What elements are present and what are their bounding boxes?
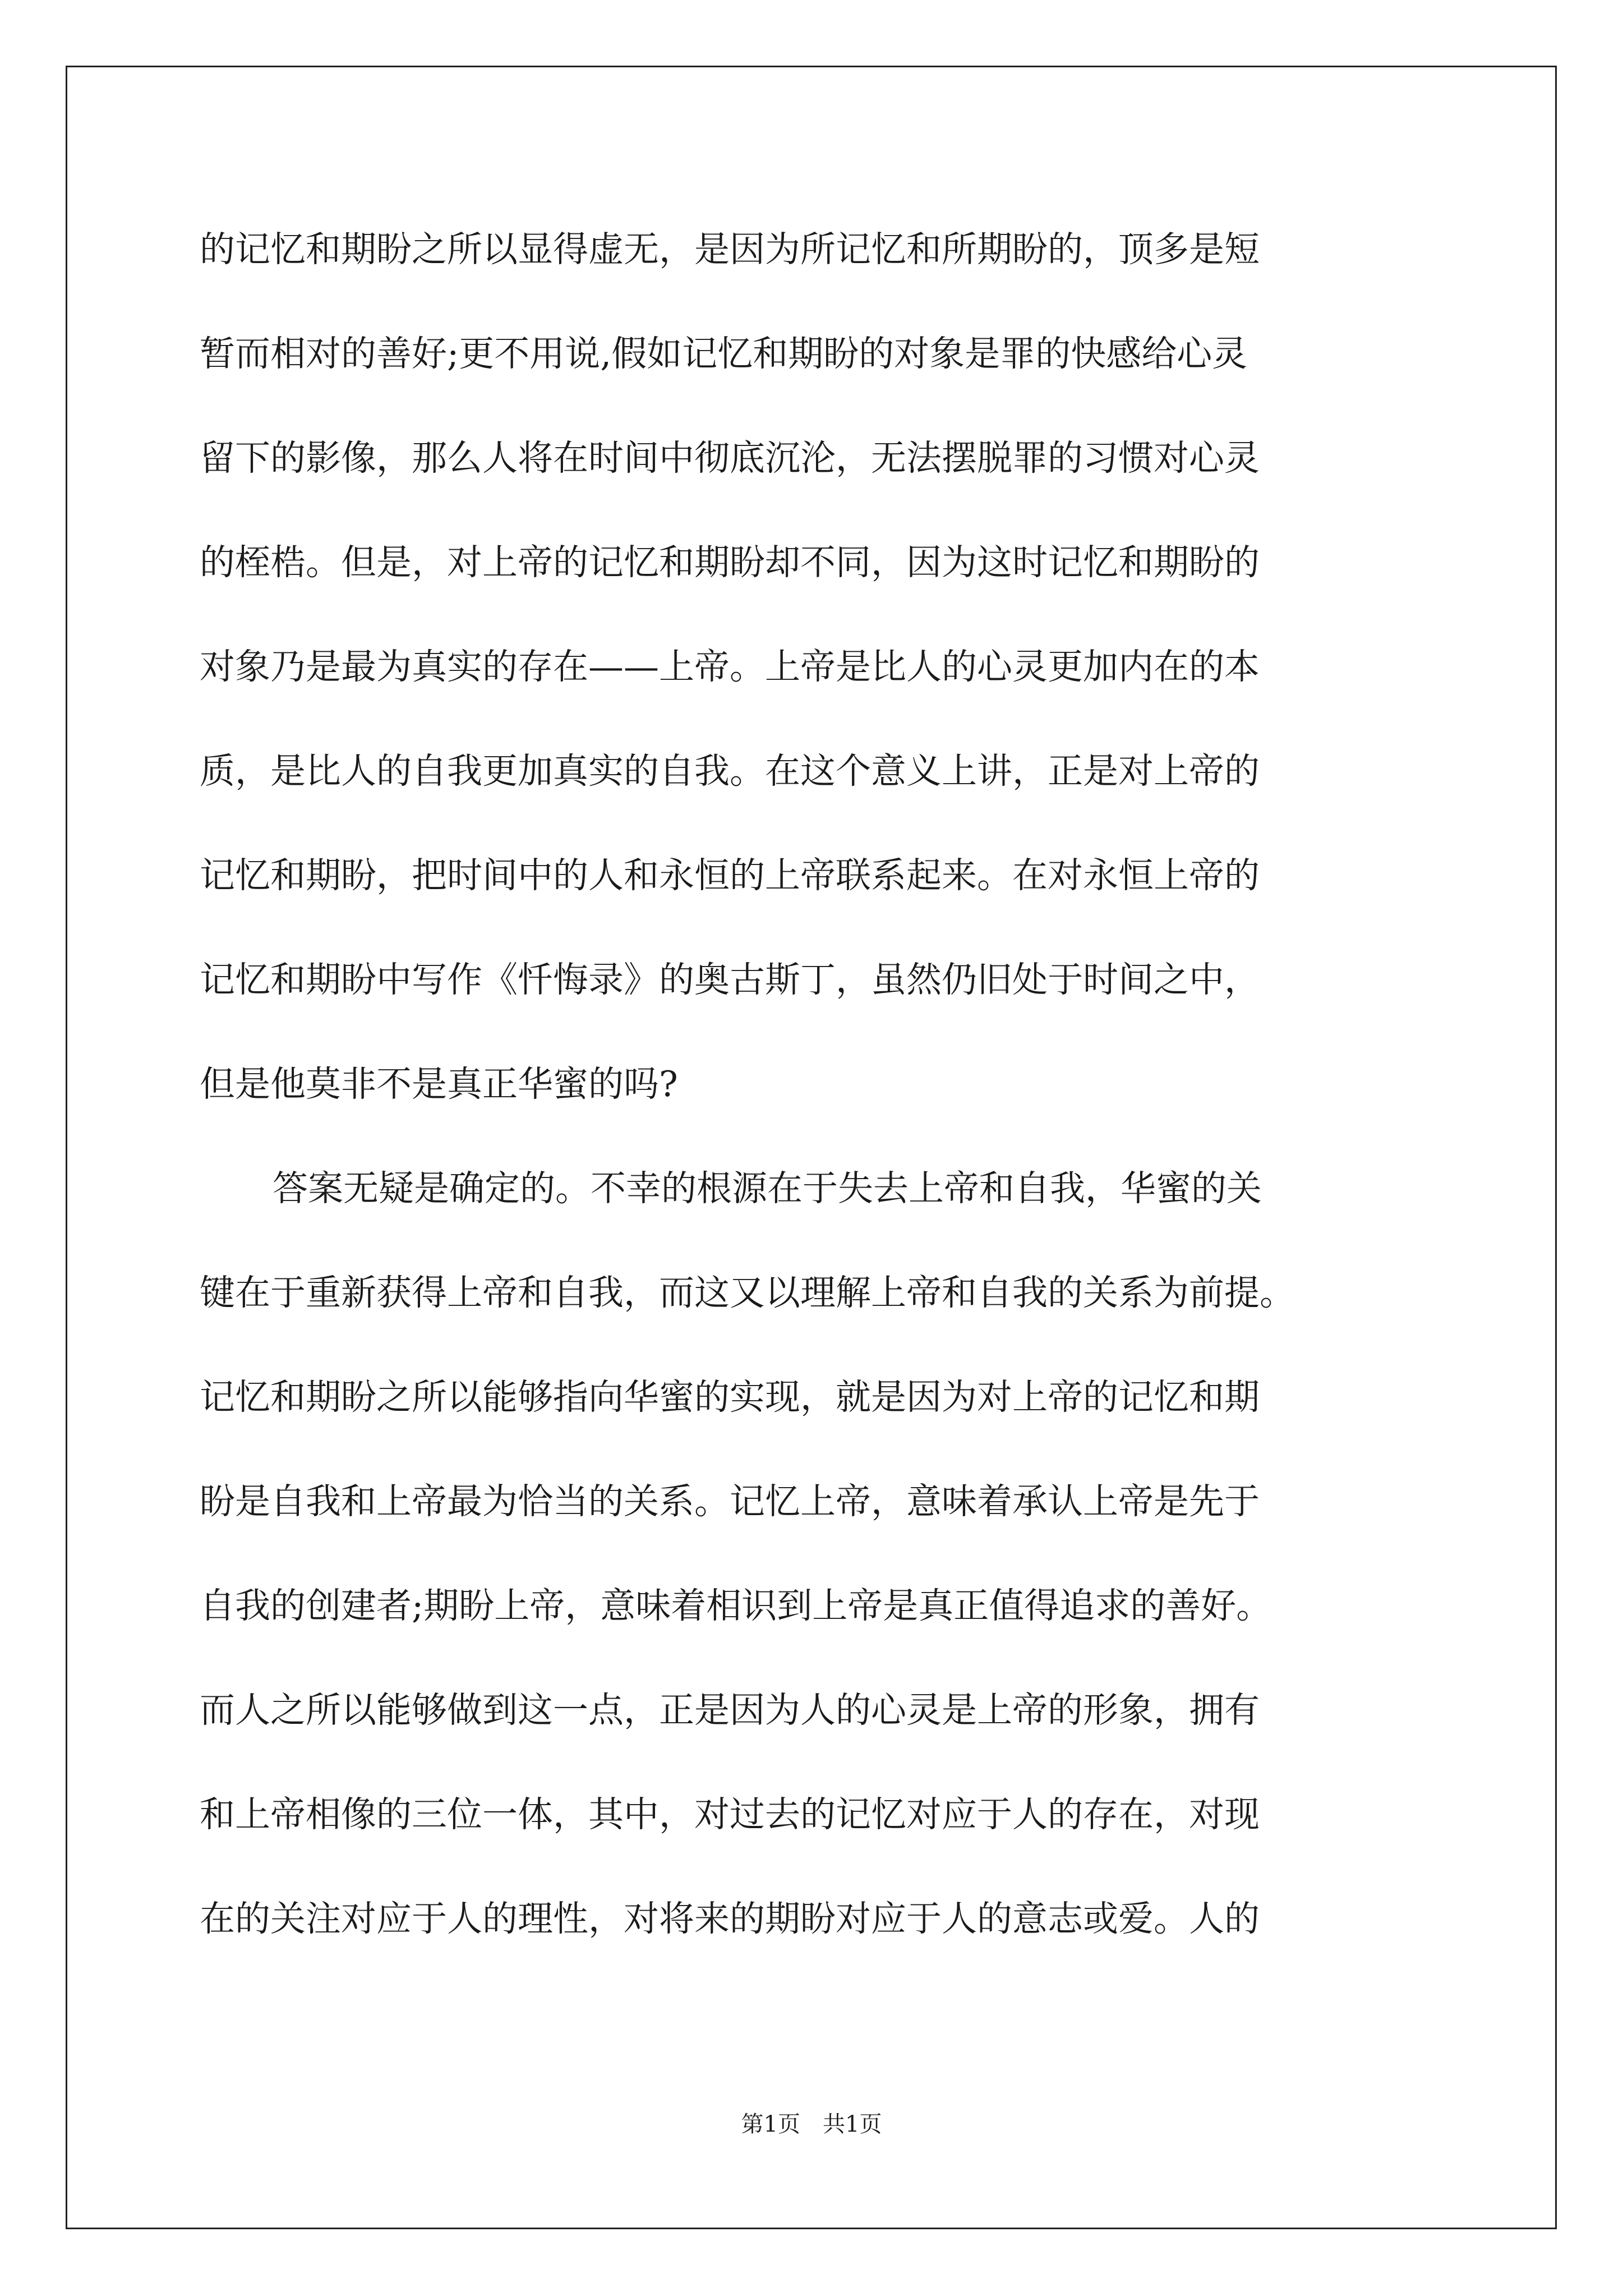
text-line: 暂而相对的善好;更不用说,假如记忆和期盼的对象是罪的快感给心灵 xyxy=(200,333,1248,374)
text-line: 的桎梏。但是，对上帝的记忆和期盼却不同，因为这时记忆和期盼的 xyxy=(200,542,1260,583)
text-line: 盼是自我和上帝最为恰当的关系。记忆上帝，意味着承认上帝是先于 xyxy=(200,1481,1260,1522)
text-line: 但是他莫非不是真正华蜜的吗? xyxy=(200,1064,678,1105)
text-line: 记忆和期盼之所以能够指向华蜜的实现，就是因为对上帝的记忆和期 xyxy=(200,1377,1260,1418)
text-line: 而人之所以能够做到这一点，正是因为人的心灵是上帝的形象，拥有 xyxy=(200,1690,1260,1731)
text-line: 记忆和期盼，把时间中的人和永恒的上帝联系起来。在对永恒上帝的 xyxy=(200,855,1260,896)
text-line: 在的关注对应于人的理性，对将来的期盼对应于人的意志或爱。人的 xyxy=(200,1898,1260,1939)
text-line: 质，是比人的自我更加真实的自我。在这个意义上讲，正是对上帝的 xyxy=(200,751,1260,792)
text-line: 留下的影像，那么人将在时间中彻底沉沦，无法摆脱罪的习惯对心灵 xyxy=(200,438,1260,478)
page-footer: 第1页 共1页 xyxy=(741,2111,882,2137)
text-line: 对象乃是最为真实的存在——上帝。上帝是比人的心灵更加内在的本 xyxy=(200,646,1260,687)
text-line: 的记忆和期盼之所以显得虚无，是因为所记忆和所期盼的，顶多是短 xyxy=(200,229,1260,270)
text-line: 键在于重新获得上帝和自我，而这又以理解上帝和自我的关系为前提。 xyxy=(200,1272,1295,1313)
document-body xyxy=(200,216,1433,1990)
paragraph-first-line: 答案无疑是确定的。不幸的根源在于失去上帝和自我，华蜜的关 xyxy=(273,1168,1262,1209)
text-line: 自我的创建者;期盼上帝，意味着相识到上帝是真正值得追求的善好。 xyxy=(200,1585,1272,1626)
text-line: 和上帝相像的三位一体，其中，对过去的记忆对应于人的存在，对现 xyxy=(200,1794,1260,1835)
text-line: 记忆和期盼中写作《忏悔录》的奥古斯丁，虽然仍旧处于时间之中， xyxy=(200,959,1260,1000)
